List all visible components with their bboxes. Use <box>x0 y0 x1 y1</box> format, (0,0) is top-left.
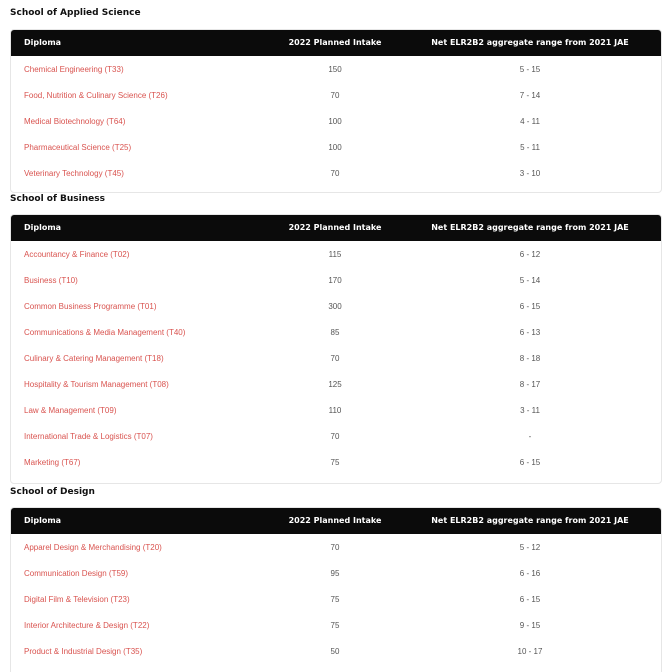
table-row <box>11 57 661 83</box>
intake-value: 75 <box>330 621 340 630</box>
table-row <box>11 83 661 109</box>
table-row <box>11 242 661 268</box>
intake-value: 125 <box>328 380 342 389</box>
diploma-link[interactable]: Product & Industrial Design (T35) <box>24 647 143 656</box>
intake-value: 70 <box>330 543 340 552</box>
range-value: 8 - 17 <box>519 380 541 389</box>
range-value: 3 - 11 <box>520 406 540 415</box>
column-header-diploma: Diploma <box>24 516 62 525</box>
intake-value: 70 <box>330 91 340 100</box>
diploma-table <box>10 214 662 484</box>
diploma-link[interactable]: Pharmaceutical Science (T25) <box>24 143 132 152</box>
table-row <box>11 372 661 398</box>
intake-value: 100 <box>328 143 342 152</box>
column-header-range: Net ELR2B2 aggregate range from 2021 JAE <box>431 223 629 232</box>
range-value: 6 - 15 <box>519 458 541 467</box>
column-header-diploma: Diploma <box>24 38 62 47</box>
school-title: School of Applied Science <box>10 8 141 18</box>
range-value: 6 - 16 <box>519 569 541 578</box>
intake-value: 170 <box>328 276 342 285</box>
range-value: 6 - 15 <box>519 302 541 311</box>
column-header-diploma: Diploma <box>24 223 62 232</box>
intake-value: 75 <box>330 595 340 604</box>
intake-value: 100 <box>328 117 342 126</box>
table-header <box>11 508 661 534</box>
diploma-link[interactable]: Medical Biotechnology (T64) <box>24 117 126 126</box>
table-row <box>11 639 661 665</box>
range-value: 7 - 14 <box>519 91 541 100</box>
intake-value: 85 <box>330 328 340 337</box>
column-header-intake: 2022 Planned Intake <box>288 38 382 47</box>
diploma-link[interactable]: Food, Nutrition & Culinary Science (T26) <box>24 91 168 100</box>
intake-value: 150 <box>328 65 342 74</box>
intake-value: 300 <box>328 302 342 311</box>
table-row <box>11 613 661 639</box>
column-header-intake: 2022 Planned Intake <box>288 516 382 525</box>
intake-value: 75 <box>330 458 340 467</box>
range-value: 5 - 12 <box>519 543 541 552</box>
diploma-link[interactable]: Marketing (T67) <box>24 458 81 467</box>
table-row <box>11 109 661 135</box>
diploma-link[interactable]: Communications & Media Management (T40) <box>24 328 186 337</box>
diploma-table <box>10 507 662 672</box>
range-value: 9 - 15 <box>519 621 541 630</box>
table-row <box>11 398 661 424</box>
range-value: - <box>528 432 532 441</box>
table-header <box>11 30 661 56</box>
intake-value: 110 <box>328 406 342 415</box>
range-value: 4 - 11 <box>520 117 540 126</box>
table-row <box>11 587 661 613</box>
range-value: 5 - 11 <box>520 143 540 152</box>
intake-value: 70 <box>330 354 340 363</box>
column-header-intake: 2022 Planned Intake <box>288 223 382 232</box>
diploma-link[interactable]: Hospitality & Tourism Management (T08) <box>24 380 169 389</box>
range-value: 8 - 18 <box>519 354 541 363</box>
range-value: 5 - 14 <box>519 276 541 285</box>
range-value: 6 - 15 <box>519 595 541 604</box>
diploma-link[interactable]: Digital Film & Television (T23) <box>24 595 130 604</box>
range-value: 6 - 12 <box>519 250 541 259</box>
intake-value: 50 <box>330 647 340 656</box>
range-value: 5 - 15 <box>519 65 541 74</box>
column-header-range: Net ELR2B2 aggregate range from 2021 JAE <box>431 516 629 525</box>
diploma-link[interactable]: Chemical Engineering (T33) <box>24 65 124 74</box>
range-value: 10 - 17 <box>517 647 543 656</box>
table-row <box>11 346 661 372</box>
table-row <box>11 268 661 294</box>
intake-value: 115 <box>328 250 342 259</box>
diploma-link[interactable]: Business (T10) <box>24 276 78 285</box>
diploma-link[interactable]: Apparel Design & Merchandising (T20) <box>24 543 162 552</box>
table-row <box>11 535 661 561</box>
diploma-link[interactable]: Accountancy & Finance (T02) <box>24 250 130 259</box>
diploma-link[interactable]: Law & Management (T09) <box>24 406 117 415</box>
intake-value: 95 <box>330 569 340 578</box>
diploma-link[interactable]: Culinary & Catering Management (T18) <box>24 354 164 363</box>
table-row <box>11 561 661 587</box>
diploma-link[interactable]: Common Business Programme (T01) <box>24 302 157 311</box>
table-row <box>11 424 661 450</box>
school-title: School of Business <box>10 194 105 204</box>
range-value: 6 - 13 <box>519 328 541 337</box>
table-row <box>11 135 661 161</box>
column-header-range: Net ELR2B2 aggregate range from 2021 JAE <box>431 38 629 47</box>
table-row <box>11 320 661 346</box>
intake-value: 70 <box>330 432 340 441</box>
diploma-link[interactable]: Interior Architecture & Design (T22) <box>24 621 150 630</box>
diploma-link[interactable]: International Trade & Logistics (T07) <box>24 432 153 441</box>
diploma-table <box>10 29 662 193</box>
diploma-link[interactable]: Veterinary Technology (T45) <box>24 169 124 178</box>
table-row <box>11 450 661 476</box>
range-value: 3 - 10 <box>519 169 541 178</box>
table-row <box>11 294 661 320</box>
school-title: School of Design <box>10 487 95 497</box>
table-row <box>11 161 661 187</box>
table-header <box>11 215 661 241</box>
intake-value: 70 <box>330 169 340 178</box>
diploma-link[interactable]: Communication Design (T59) <box>24 569 129 578</box>
